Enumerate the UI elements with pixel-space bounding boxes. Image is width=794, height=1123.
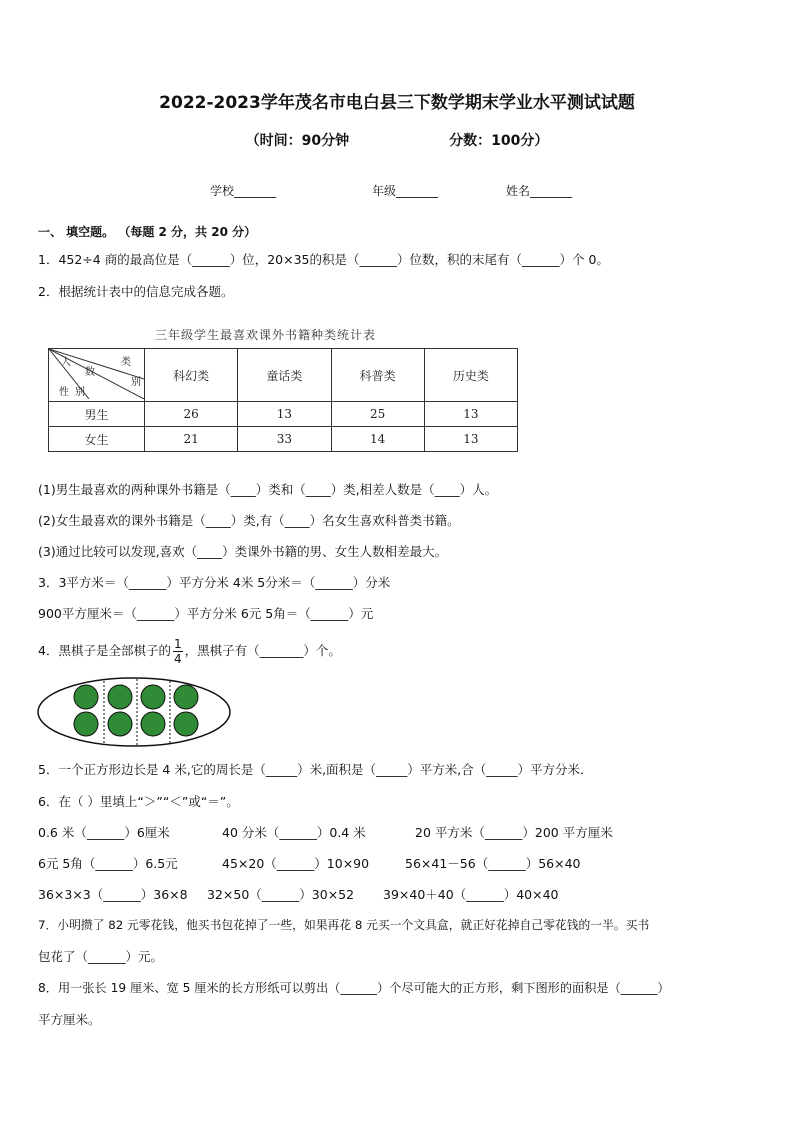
question-1: 1．452÷4 商的最高位是（______）位，20×35的积是（______）位数，积的末尾有（______）个 0。: [38, 252, 609, 267]
fraction-denominator: 4: [173, 652, 182, 666]
corner-label: 性: [59, 387, 69, 398]
question-4: [38, 638, 341, 665]
q4-suffix: ，黑棋子有（_______）个。: [184, 643, 341, 658]
name-field: 姓名_______: [506, 184, 573, 198]
grade-field: 年级_______: [372, 184, 439, 198]
question-2-1: (1)男生最喜欢的两种课外书籍是（____）类和（____）类,相差人数是（____）人。: [38, 482, 498, 497]
table-title: 三年级学生最喜欢课外书籍种类统计表: [155, 328, 377, 342]
table-corner-cell: [49, 349, 145, 402]
question-2-3: (3)通过比较可以发现,喜欢（____）类课外书籍的男、女生人数相差最大。: [38, 544, 448, 559]
table-cell: 25: [331, 402, 424, 427]
q6-item: 36×3×3（______）36×8: [38, 887, 188, 902]
q6-item: 0.6 米（______）6厘米: [38, 825, 170, 840]
fraction: [173, 638, 183, 665]
table-row: [49, 427, 518, 452]
school-field: 学校_______: [210, 184, 277, 198]
corner-label: 别: [75, 387, 85, 398]
table-cell: 13: [238, 402, 331, 427]
corner-label: 人: [61, 357, 71, 368]
q6-item: 32×50（______）30×52: [207, 887, 355, 902]
table-cell: 13: [424, 427, 517, 452]
page-title: 2022-2023学年茂名市电白县三下数学期末学业水平测试试题: [159, 93, 635, 113]
question-8: 8．用一张长 19 厘米、宽 5 厘米的长方形纸可以剪出（______）个尽可能大的正方形，剩下图形的面积是（______）: [38, 981, 670, 995]
question-3b: 900平方厘米＝（______）平方分米 6元 5角＝（______）元: [38, 606, 374, 621]
question-7-cont: 包花了（______）元。: [38, 949, 164, 964]
q6-item: 20 平方米（______）200 平方厘米: [415, 825, 613, 840]
question-6: 6．在（ ）里填上“＞”“＜”或“＝”。: [38, 794, 239, 809]
question-7: 7．小明攒了 82 元零花钱，他买书包花掉了一些，如果再花 8 元买一个文具盒，就正好花掉自己零花钱的一半。买书: [38, 918, 650, 932]
q6-item: 56×41－56（______）56×40: [405, 856, 581, 871]
q6-item: 40 分米（______）0.4 米: [222, 825, 366, 840]
table-cell: 13: [424, 402, 517, 427]
section-heading: 一、 填空题。 （每题 2 分，共 20 分）: [38, 225, 257, 239]
q6-item: 6元 5角（______）6.5元: [38, 856, 178, 871]
question-2-2: (2)女生最喜欢的课外书籍是（____）类,有（____）名女生喜欢科普类书籍。: [38, 513, 460, 528]
fraction-numerator: 1: [173, 637, 182, 651]
column-header: 童话类: [238, 349, 331, 402]
q4-prefix: 4．黑棋子是全部棋子的: [38, 643, 171, 658]
stat-table: [48, 348, 518, 452]
table-row: [49, 402, 518, 427]
column-header: 科普类: [331, 349, 424, 402]
table-header-row: [49, 349, 518, 402]
exam-score: 分数：100分）: [449, 133, 549, 149]
corner-label: 类: [121, 357, 131, 368]
corner-label: 别: [131, 377, 141, 388]
table-cell: 21: [145, 427, 238, 452]
q6-item: 39×40＋40（______）40×40: [383, 887, 559, 902]
row-label: 男生: [49, 402, 145, 427]
table-cell: 33: [238, 427, 331, 452]
corner-label: 数: [85, 367, 95, 378]
chess-pieces-figure: [36, 676, 236, 748]
question-2: 2．根据统计表中的信息完成各题。: [38, 284, 234, 299]
question-5: 5．一个正方形边长是 4 米,它的周长是（_____）米,面积是（_____）平方米,合（_____）平方分米．: [38, 762, 593, 777]
column-header: 科幻类: [145, 349, 238, 402]
exam-meta: [0, 130, 794, 150]
table-cell: 26: [145, 402, 238, 427]
exam-time: （时间：90分钟: [245, 133, 350, 149]
row-label: 女生: [49, 427, 145, 452]
column-header: 历史类: [424, 349, 517, 402]
question-8-cont: 平方厘米。: [38, 1012, 101, 1027]
table-cell: 14: [331, 427, 424, 452]
question-3a: 3．3平方米＝（______）平方分米 4米 5分米＝（______）分米: [38, 575, 391, 590]
q6-item: 45×20（______）10×90: [222, 856, 370, 871]
